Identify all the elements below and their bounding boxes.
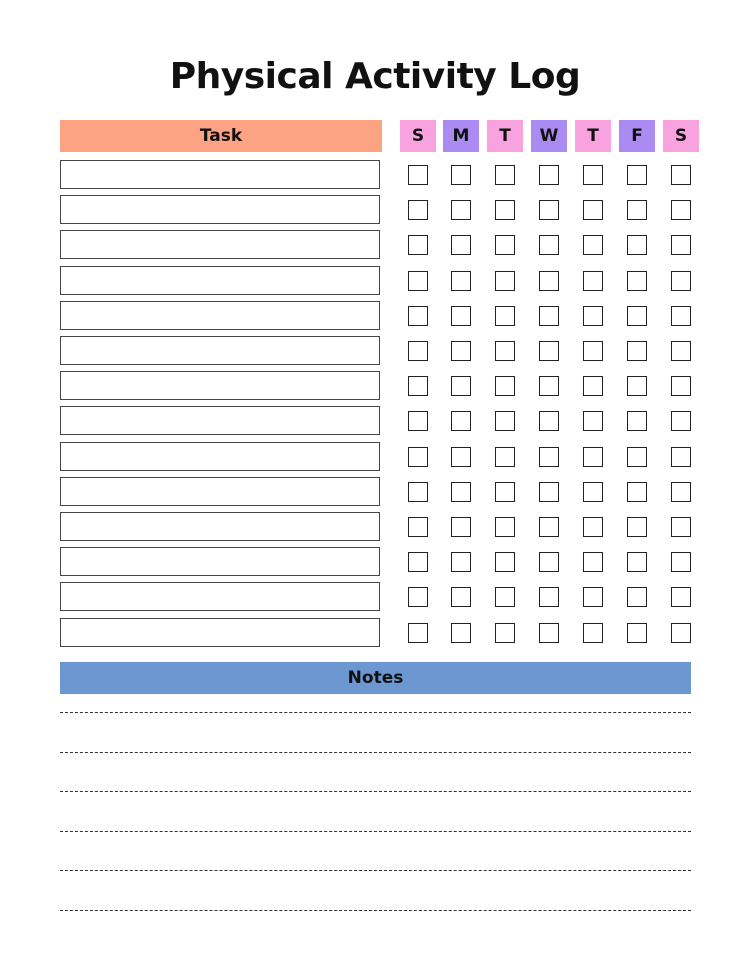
day-checkbox[interactable] [451,623,471,643]
day-checkbox[interactable] [671,482,691,502]
task-input[interactable] [60,442,380,471]
task-column-header [60,120,382,152]
day-checkbox[interactable] [495,235,515,255]
day-checkbox[interactable] [583,200,603,220]
day-checkbox[interactable] [627,271,647,291]
day-checkbox[interactable] [583,306,603,326]
day-checkbox[interactable] [408,482,428,502]
task-input[interactable] [60,512,380,541]
day-checkbox[interactable] [627,376,647,396]
day-checkbox[interactable] [671,341,691,361]
day-checkbox[interactable] [671,552,691,572]
day-checkbox[interactable] [583,341,603,361]
day-checkbox[interactable] [451,411,471,431]
task-input[interactable] [60,547,380,576]
task-input[interactable] [60,266,380,295]
day-checkbox[interactable] [408,306,428,326]
day-checkbox[interactable] [495,306,515,326]
day-checkbox[interactable] [451,235,471,255]
day-header-3: W [531,120,567,152]
task-input[interactable] [60,301,380,330]
day-checkbox[interactable] [539,165,559,185]
day-checkbox[interactable] [539,376,559,396]
day-checkbox[interactable] [627,411,647,431]
day-checkbox[interactable] [495,623,515,643]
day-checkbox[interactable] [451,517,471,537]
task-input[interactable] [60,230,380,259]
day-checkbox[interactable] [408,271,428,291]
day-checkbox[interactable] [671,376,691,396]
day-checkbox[interactable] [583,587,603,607]
day-checkbox[interactable] [539,482,559,502]
day-checkbox[interactable] [671,165,691,185]
day-checkbox[interactable] [408,552,428,572]
day-checkbox[interactable] [408,517,428,537]
day-checkbox[interactable] [583,623,603,643]
day-header-1: M [443,120,479,152]
day-checkbox[interactable] [671,447,691,467]
day-checkbox[interactable] [583,411,603,431]
day-checkbox[interactable] [627,235,647,255]
day-checkbox[interactable] [495,341,515,361]
day-checkbox[interactable] [451,587,471,607]
day-checkbox[interactable] [539,306,559,326]
note-line[interactable] [60,831,691,832]
day-checkbox[interactable] [495,200,515,220]
day-checkbox[interactable] [671,623,691,643]
task-input[interactable] [60,336,380,365]
day-checkbox[interactable] [671,235,691,255]
day-checkbox[interactable] [627,447,647,467]
day-checkbox[interactable] [627,517,647,537]
day-checkbox[interactable] [539,587,559,607]
day-checkbox[interactable] [539,623,559,643]
day-header-5: F [619,120,655,152]
task-input[interactable] [60,582,380,611]
day-checkbox[interactable] [627,341,647,361]
day-checkbox[interactable] [451,165,471,185]
day-checkbox[interactable] [539,447,559,467]
day-checkbox[interactable] [408,235,428,255]
day-checkbox[interactable] [627,623,647,643]
day-checkbox[interactable] [671,587,691,607]
day-checkbox[interactable] [671,517,691,537]
day-checkbox[interactable] [408,623,428,643]
day-checkbox[interactable] [583,165,603,185]
task-input[interactable] [60,195,380,224]
day-checkbox[interactable] [451,200,471,220]
day-checkbox[interactable] [583,271,603,291]
day-header-6: S [663,120,699,152]
day-checkbox[interactable] [671,411,691,431]
day-checkbox[interactable] [539,552,559,572]
day-checkbox[interactable] [495,587,515,607]
day-checkbox[interactable] [539,411,559,431]
day-checkbox[interactable] [539,200,559,220]
day-checkbox[interactable] [451,341,471,361]
day-checkbox[interactable] [451,376,471,396]
day-checkbox[interactable] [627,200,647,220]
day-header-0: S [400,120,436,152]
day-checkbox[interactable] [408,447,428,467]
day-checkbox[interactable] [495,411,515,431]
day-checkbox[interactable] [495,482,515,502]
day-checkbox[interactable] [408,411,428,431]
day-checkbox[interactable] [539,517,559,537]
day-header-4: T [575,120,611,152]
day-checkbox[interactable] [627,482,647,502]
day-header-2: T [487,120,523,152]
day-checkbox[interactable] [671,200,691,220]
day-checkbox[interactable] [495,552,515,572]
day-checkbox[interactable] [583,482,603,502]
task-input[interactable] [60,477,380,506]
day-checkbox[interactable] [627,306,647,326]
day-checkbox[interactable] [583,376,603,396]
note-line[interactable] [60,870,691,871]
day-checkbox[interactable] [408,341,428,361]
page-title: Physical Activity Log [169,56,581,97]
day-checkbox[interactable] [408,587,428,607]
day-checkbox[interactable] [539,341,559,361]
day-checkbox[interactable] [495,447,515,467]
day-checkbox[interactable] [408,165,428,185]
note-line[interactable] [60,712,691,713]
task-input[interactable] [60,371,380,400]
day-checkbox[interactable] [627,165,647,185]
day-checkbox[interactable] [583,552,603,572]
day-checkbox[interactable] [627,587,647,607]
day-checkbox[interactable] [495,165,515,185]
day-checkbox[interactable] [627,552,647,572]
task-header-label: Task [199,126,243,146]
notes-header-label: Notes [347,668,404,688]
task-input[interactable] [60,618,380,647]
day-checkbox[interactable] [539,271,559,291]
day-checkbox[interactable] [451,271,471,291]
note-line[interactable] [60,791,691,792]
day-checkbox[interactable] [451,306,471,326]
day-checkbox[interactable] [451,447,471,467]
day-checkbox[interactable] [583,517,603,537]
day-checkbox[interactable] [408,376,428,396]
day-checkbox[interactable] [495,376,515,396]
day-checkbox[interactable] [583,447,603,467]
day-checkbox[interactable] [495,517,515,537]
day-checkbox[interactable] [583,235,603,255]
day-checkbox[interactable] [408,200,428,220]
task-input[interactable] [60,160,380,189]
day-checkbox[interactable] [451,552,471,572]
day-checkbox[interactable] [539,235,559,255]
day-checkbox[interactable] [671,271,691,291]
day-checkbox[interactable] [671,306,691,326]
note-line[interactable] [60,752,691,753]
notes-header [60,662,691,694]
task-input[interactable] [60,406,380,435]
day-checkbox[interactable] [495,271,515,291]
note-line[interactable] [60,910,691,911]
day-checkbox[interactable] [451,482,471,502]
